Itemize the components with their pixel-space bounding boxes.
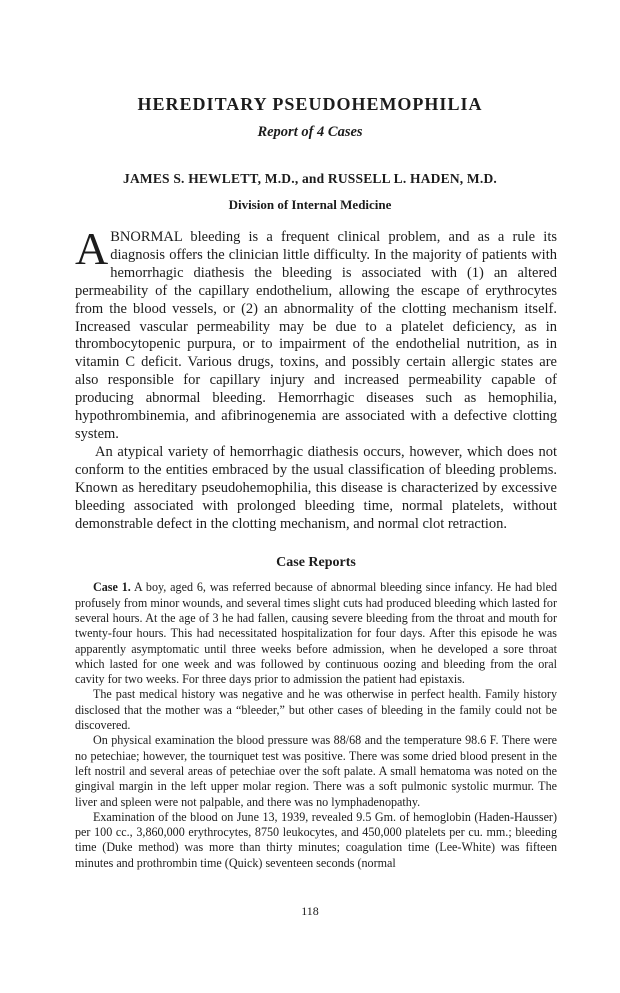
case-label: Case 1. (93, 580, 131, 595)
intro-paragraph-2: An atypical variety of hemorrhagic diathesis occurs, however, which does not conform to the entities embraced by the usual classification of bleeding problems. Known as hereditary pseudohemophilia, this disease is characterized by excessive bleeding associated with prolonged bleeding time, normal platelets, without demonstrable defect in the clotting mechanism, and normal clot retraction. (75, 443, 557, 532)
case1-paragraph-1 (75, 580, 557, 687)
intro-paragraph-1-text: BNORMAL bleeding is a frequent clinical problem, and as a rule its diagnosis offers the clinician little difficulty. In the majority of patients with hemorrhagic diathesis the bleeding is associated with (1) an altered permeability of the capillary endothelium, allowing the escape of erythrocytes from the blood vessels, or (2) an abnormality of the clotting mechanism itself. Increased vascular permeability may be due to a platelet deficiency, as in thrombocytopenic purpura, or to impairment of the endothelial nutrition, as in vitamin C deficit. Various drugs, toxins, and possibly certain allergic states are also responsible for capillary injury and increased permeability capable of producing abnormal bleeding. Hemorrhagic diseases such as hemophilia, hypothrombinemia, and afibrinogenemia are associated with a defective clotting system. (75, 229, 557, 442)
case1-paragraph-2: The past medical history was negative and he was otherwise in perfect health. Family history disclosed that the mother was a “bleeder,” but other cases of bleeding in the family could not be discovered. (75, 687, 557, 733)
article-subtitle: Report of 4 Cases (257, 124, 363, 140)
article-title: HEREDITARY PSEUDOHEMOPHILIA (137, 94, 483, 114)
affiliation: Division of Internal Medicine (228, 197, 392, 212)
page-number: 118 (301, 904, 319, 918)
author-list: JAMES S. HEWLETT, M.D., and RUSSELL L. HADEN, M.D. (123, 171, 497, 186)
case1-paragraph-1-text: A boy, aged 6, was referred because of abnormal bleeding since infancy. He had bled profusely from minor wounds, and several times slight cuts had produced bleeding which lasted for several hours. At the age of 3 he had fallen, causing severe bleeding from the throat and mouth for twenty-four hours. This had necessitated hospitalization for four days. After this episode he was apparently asymptomatic until three weeks before admission, when he developed a sore throat which lasted for one week and was followed by continuous oozing and bleeding from the oral cavity for two weeks. For three days prior to admission the patient had epistaxis. (75, 580, 557, 687)
case1-paragraph-3: On physical examination the blood pressure was 88/68 and the temperature 98.6 F. There were no petechiae; however, the tourniquet test was positive. There was some dried blood present in the left nostril and several areas of petechiae over the soft palate. A small hematoma was noted on the gingival margin in the left upper molar region. There was a soft pulmonic systolic murmur. The liver and spleen were not palpable, and there was no lymphadenopathy. (75, 733, 557, 809)
drop-cap: A (75, 223, 109, 274)
article-body (75, 223, 557, 871)
section-heading-case-reports: Case Reports (276, 555, 356, 571)
case1-paragraph-4: Examination of the blood on June 13, 1939, revealed 9.5 Gm. of hemoglobin (Haden-Hausser) per 100 cc., 3,860,000 erythrocytes, 8750 leukocytes, and 450,000 platelets per cu. mm.; bleeding time (Duke method) was more than thirty minutes; coagulation time (Lee-White) was fifteen minutes and prothrombin time (Quick) seventeen seconds (normal (75, 809, 557, 870)
intro-paragraph-1 (75, 223, 557, 444)
